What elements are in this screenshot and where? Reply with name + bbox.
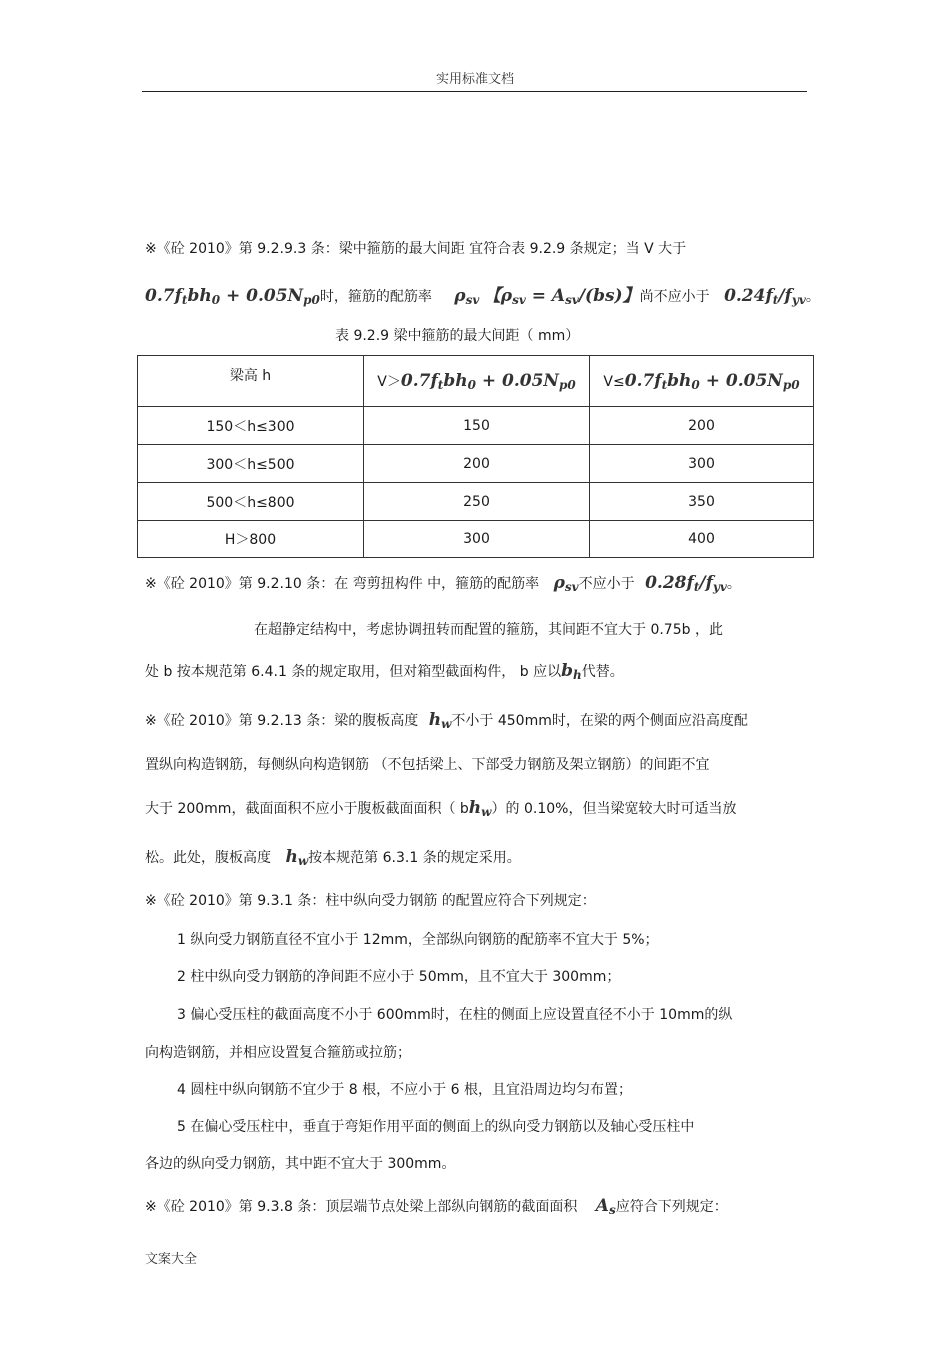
clause-9-2-13-line1: ※《砼 2010》第 9.2.13 条：梁的腹板高度 hw不小于 450mm时，在梁的两个侧面应沿高度配 — [145, 710, 748, 731]
table-caption: 表 9.2.9 梁中箍筋的最大间距（ mm） — [335, 328, 580, 344]
formula-shear-threshold: 0.7ftbh0 + 0.05Np0 — [145, 286, 320, 307]
clause-9-2-10-line3: 处 b 按本规范第 6.4.1 条的规定取用，但对箱型截面构件， b 应以bh代替。 — [145, 661, 624, 682]
cell-spacing-v-less-equal: 200 — [590, 407, 814, 445]
table-row — [138, 483, 814, 521]
cell-spacing-v-greater: 300 — [364, 521, 590, 558]
cell-spacing-v-less-equal: 350 — [590, 483, 814, 521]
page-header-title: 实用标准文档 — [435, 72, 514, 87]
clause-9-3-1-item5: 5 在偏心受压柱中，垂直于弯矩作用平面的侧面上的纵向受力钢筋以及轴心受压柱中 — [177, 1119, 695, 1135]
stirrup-spacing-table — [137, 355, 814, 558]
page-footer: 文案大全 — [145, 1252, 198, 1267]
formula-min-ratio: 0.24ft/fyv — [724, 286, 806, 307]
cell-spacing-v-greater: 250 — [364, 483, 590, 521]
clause-9-2-9-3-line1: ※《砼 2010》第 9.2.9.3 条：梁中箍筋的最大间距 宜符合表 9.2.9 条规定；当 V 大于 — [145, 241, 687, 257]
clause-9-3-1-item1: 1 纵向受力钢筋直径不宜小于 12mm，全部纵向钢筋的配筋率不宜大于 5%； — [177, 932, 659, 948]
table-row — [138, 445, 814, 483]
cell-beam-height: 300＜h≤500 — [138, 445, 364, 483]
clause-9-3-1-heading: ※《砼 2010》第 9.3.1 条：柱中纵向受力钢筋 的配置应符合下列规定： — [145, 893, 596, 909]
clause-9-2-10-line2: 在超静定结构中，考虑协调扭转而配置的箍筋，其间距不宜大于 0.75b ，此 — [254, 622, 723, 638]
cell-spacing-v-less-equal: 400 — [590, 521, 814, 558]
table-header-row — [138, 356, 814, 407]
cell-spacing-v-less-equal: 300 — [590, 445, 814, 483]
cell-spacing-v-greater: 200 — [364, 445, 590, 483]
clause-9-3-1-item4: 4 圆柱中纵向钢筋不宜少于 8 根，不应小于 6 根，且宜沿周边均匀布置； — [177, 1082, 632, 1098]
clause-9-3-1-item3: 3 偏心受压柱的截面高度不小于 600mm时，在柱的侧面上应设置直径不小于 10mm的纵 — [177, 1007, 733, 1023]
cell-beam-height: 500＜h≤800 — [138, 483, 364, 521]
cell-beam-height: 150＜h≤300 — [138, 407, 364, 445]
clause-9-2-13-line3: 大于 200mm，截面面积不应小于腹板截面面积（ bhw）的 0.10%，但当梁宽较大时可适当放 — [145, 798, 737, 819]
clause-9-3-1-item3-cont: 向构造钢筋，并相应设置复合箍筋或拉筋； — [145, 1045, 411, 1061]
clause-9-2-10-line1: ※《砼 2010》第 9.2.10 条：在 弯剪扭构件 中，箍筋的配筋率 ρsv不应小于 0.28ft/fyv。 — [145, 573, 741, 594]
cell-beam-height: H＞800 — [138, 521, 364, 558]
clause-9-2-9-3-line2: 0.7ftbh0 + 0.05Np0时，箍筋的配筋率 ρsv 【ρsv = Asv/(bs)】尚不应小于 0.24ft/fyv。 — [145, 286, 820, 307]
clause-9-3-1-item5-cont: 各边的纵向受力钢筋，其中距不宜大于 300mm。 — [145, 1156, 456, 1172]
cell-spacing-v-greater: 150 — [364, 407, 590, 445]
table-row — [138, 407, 814, 445]
formula-rho-sv: ρsv — [454, 286, 480, 307]
clause-9-3-1-item2: 2 柱中纵向受力钢筋的净间距不应小于 50mm，且不宜大于 300mm； — [177, 969, 621, 985]
clause-9-3-8-line1: ※《砼 2010》第 9.3.8 条：顶层端节点处梁上部纵向钢筋的截面面积 As应符合下列规定： — [145, 1196, 728, 1217]
clause-9-2-13-line4: 松。此处，腹板高度 hw按本规范第 6.3.1 条的规定采用。 — [145, 847, 521, 868]
clause-9-2-13-line2: 置纵向构造钢筋，每侧纵向构造钢筋 （不包括梁上、下部受力钢筋及架立钢筋）的间距不宜 — [145, 757, 710, 773]
header-cell-beam-height: 梁高 h — [138, 356, 364, 407]
table-row — [138, 521, 814, 558]
header-cell-v-less-equal: V≤0.7ftbh0 + 0.05Np0 — [590, 356, 814, 407]
formula-rho-definition: 【ρsv = Asv/(bs)】 — [483, 286, 640, 307]
header-divider — [142, 91, 807, 92]
header-cell-v-greater: V＞0.7ftbh0 + 0.05Np0 — [364, 356, 590, 407]
